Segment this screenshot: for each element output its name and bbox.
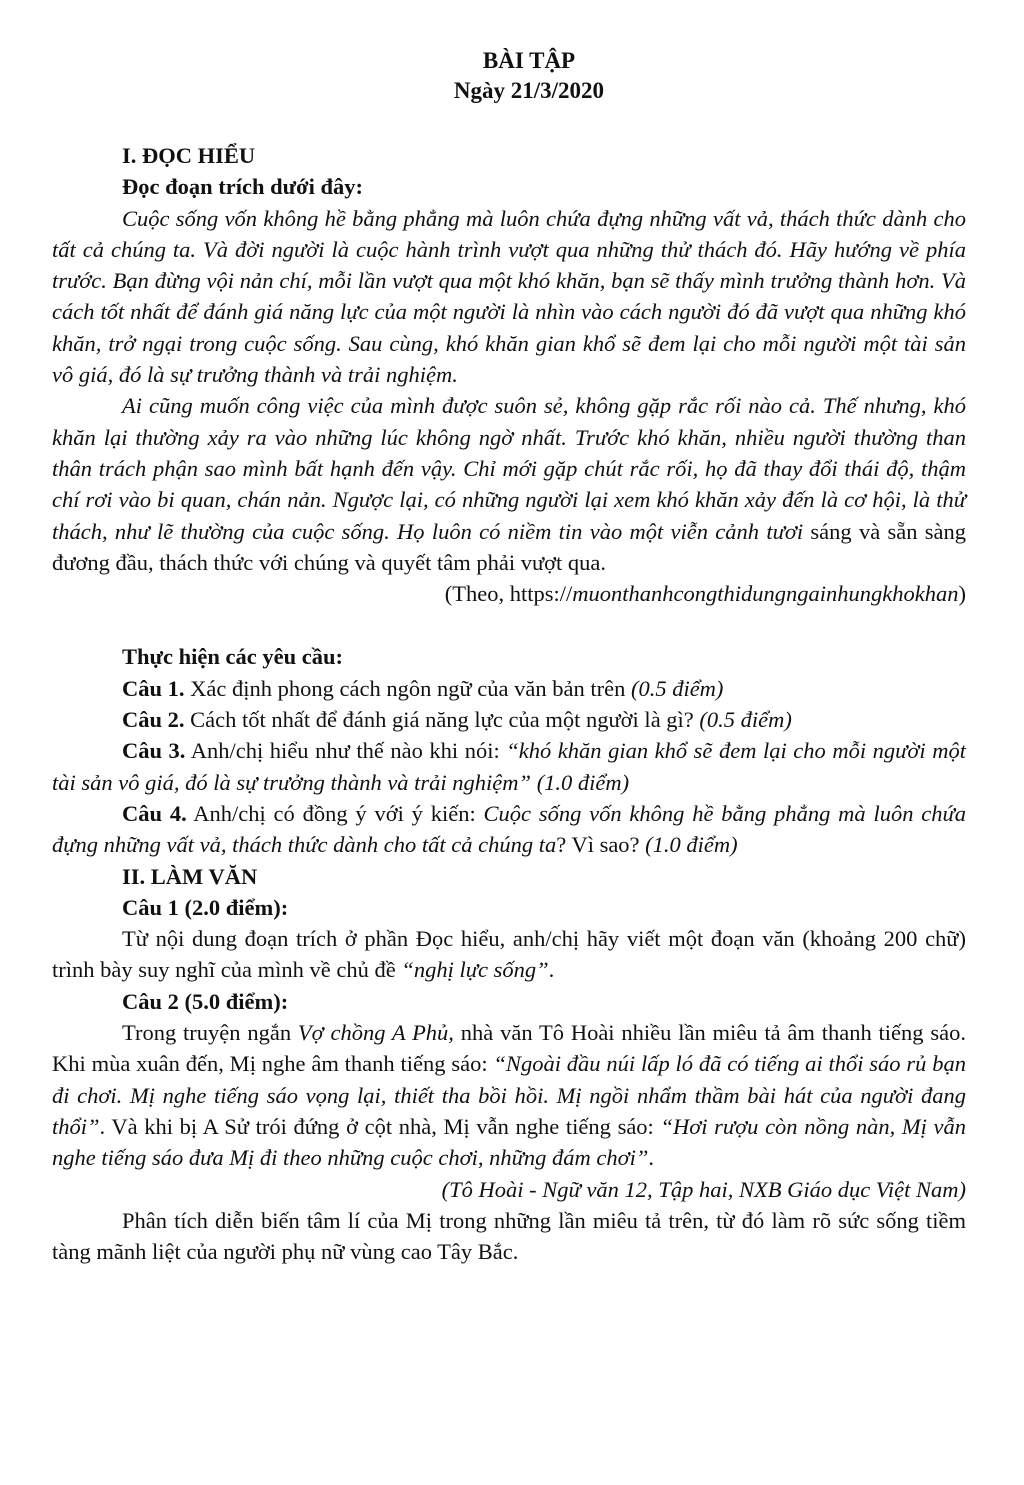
excerpt-paragraph-1: Cuộc sống vốn không hề bằng phẳng mà luôn chứa đựng những vất vả, thách thức dành cho tất cả chúng ta. Và đời người là cuộc hành trình vượt qua những thử thách đó. Hãy hướng về phía trước. Bạn đừng vội nản chí, mỗi lần vượt qua một khó khăn, bạn sẽ thấy mình trưởng thành hơn. Và cách tốt nhất để đánh giá năng lực của một người là nhìn vào cách người đó đã vượt qua những khó khăn, trở ngại trong cuộc sống. Sau cùng, khó khăn gian khổ sẽ đem lại cho mỗi người một tài sản vô giá, đó là sự trưởng thành và trải nghiệm.: [52, 205, 966, 388]
writing-q2-quote-2: “Hơi rượu còn nồng nàn, Mị vẫn nghe tiếng sáo đưa Mị đi theo những cuộc chơi, những đám chơi”: [52, 1113, 966, 1171]
question-3-points: (1.0 điểm): [531, 769, 630, 795]
writing-q2-part2: nhà văn Tô Hoài nhiều lần miêu tả âm thanh tiếng sáo. Khi mùa xuân đến, Mị nghe âm thanh tiếng sáo:: [52, 1020, 966, 1077]
writing-q2-part4: .: [648, 1145, 655, 1171]
question-4: [52, 798, 966, 861]
doc-title: BÀI TẬP: [482, 48, 576, 73]
writing-q2-quote-1: “Ngoài đầu núi lấp ló đã có tiếng ai thổi sáo rủ bạn đi chơi. Mị nghe tiếng sáo vọng lại, thiết tha bồi hồi. Mị ngồi nhẩm thầm bài hát của người đang thổi”: [52, 1051, 966, 1139]
question-1-label: Câu 1.: [122, 675, 185, 701]
writing-q2-text: [52, 1017, 966, 1173]
question-4-quote: Cuộc sống vốn không hề bằng phẳng mà luôn chứa đựng những vất vả, thách thức dành cho tất cả chúng ta: [52, 800, 967, 858]
question-2-points: (0.5 điểm): [699, 707, 792, 733]
question-4-points: (1.0 điểm): [645, 832, 738, 858]
question-4-label: Câu 4.: [122, 800, 187, 826]
source-url: muonthanhcongthidungngainhungkhokhan: [572, 581, 959, 607]
question-1: [52, 673, 966, 704]
question-1-points: (0.5 điểm): [630, 675, 724, 701]
reading-instruction: Đọc đoạn trích dưới đây:: [122, 174, 363, 200]
writing-q1-body: Từ nội dung đoạn trích ở phần Đọc hiểu, anh/chị hãy viết một đoạn văn (khoảng 200 chữ) trình bày suy nghĩ của mình về chủ đề: [52, 926, 966, 983]
section-reading-heading: I. ĐỌC HIỂU: [122, 143, 256, 168]
source-suffix: ): [958, 581, 966, 607]
question-3-quote: “khó khăn gian khổ sẽ đem lại cho mỗi người một tài sản vô giá, đó là sự trưởng thành và trải nghiệm”: [52, 738, 966, 795]
question-3-text: Anh/chị hiểu như thế nào khi nói:: [185, 738, 507, 764]
question-1-text: Xác định phong cách ngôn ngữ của văn bản trên: [184, 675, 631, 701]
question-2-label: Câu 2.: [122, 707, 185, 733]
question-3: [52, 735, 966, 798]
excerpt-paragraph-2-italic: Ai cũng muốn công việc của mình được suôn sẻ, không gặp rắc rối nào cả. Thế nhưng, khó khăn lại thường xảy ra vào những lúc không ngờ nhất. Trước khó khăn, nhiều người thường than thân trách phận sao mình bất hạnh đến vậy. Chỉ mới gặp chút rắc rối, họ đã thay đổi thái độ, thậm chí rơi vào bi quan, chán nản. Ngược lại, có những người lại xem khó khăn xảy đến là cơ hội, là thử thách, như lẽ thường của cuộc sống. Họ luôn có niềm tin vào một viễn cảnh tươi: [52, 393, 966, 544]
tasks-heading: Thực hiện các yêu cầu:: [122, 644, 343, 670]
writing-q2-part1: Trong truyện ngắn: [122, 1020, 298, 1046]
excerpt-paragraph-2: [52, 390, 966, 578]
question-4-text: Anh/chị có đồng ý với ý kiến:: [186, 800, 484, 826]
writing-q2-part3: . Và khi bị A Sử trói đứng ở cột nhà, Mị vẫn nghe tiếng sáo:: [99, 1113, 661, 1139]
question-2-text: Cách tốt nhất để đánh giá năng lực của một người là gì?: [184, 707, 700, 733]
writing-q1-end: .: [548, 957, 555, 983]
question-3-label: Câu 3.: [122, 738, 186, 764]
doc-date: Ngày 21/3/2020: [453, 78, 605, 103]
excerpt-paragraph-2-plain: sáng và sẵn sàng đương đầu, thách thức với chúng và quyết tâm phải vượt qua.: [52, 518, 967, 575]
writing-q1-text: [52, 923, 966, 986]
spacer: [52, 609, 966, 641]
writing-q2-heading: Câu 2 (5.0 điểm):: [122, 988, 289, 1014]
source-prefix: (Theo, https://: [444, 581, 573, 607]
excerpt-source: [52, 578, 966, 609]
writing-q1-topic: “nghị lực sống”: [401, 957, 549, 983]
section-writing-heading: II. LÀM VĂN: [122, 863, 258, 889]
writing-q1-heading: Câu 1 (2.0 điểm):: [122, 894, 289, 920]
writing-q2-source: (Tô Hoài - Ngữ văn 12, Tập hai, NXB Giáo dục Việt Nam): [441, 1176, 966, 1202]
writing-q2-work-title: Vợ chồng A Phủ,: [297, 1020, 454, 1046]
question-4-after: ? Vì sao?: [556, 832, 646, 858]
writing-q2-task: Phân tích diễn biến tâm lí của Mị trong những lần miêu tả trên, từ đó làm rõ sức sống tiềm tàng mãnh liệt của người phụ nữ vùng cao Tây Bắc.: [52, 1207, 966, 1265]
question-2: [52, 704, 966, 735]
